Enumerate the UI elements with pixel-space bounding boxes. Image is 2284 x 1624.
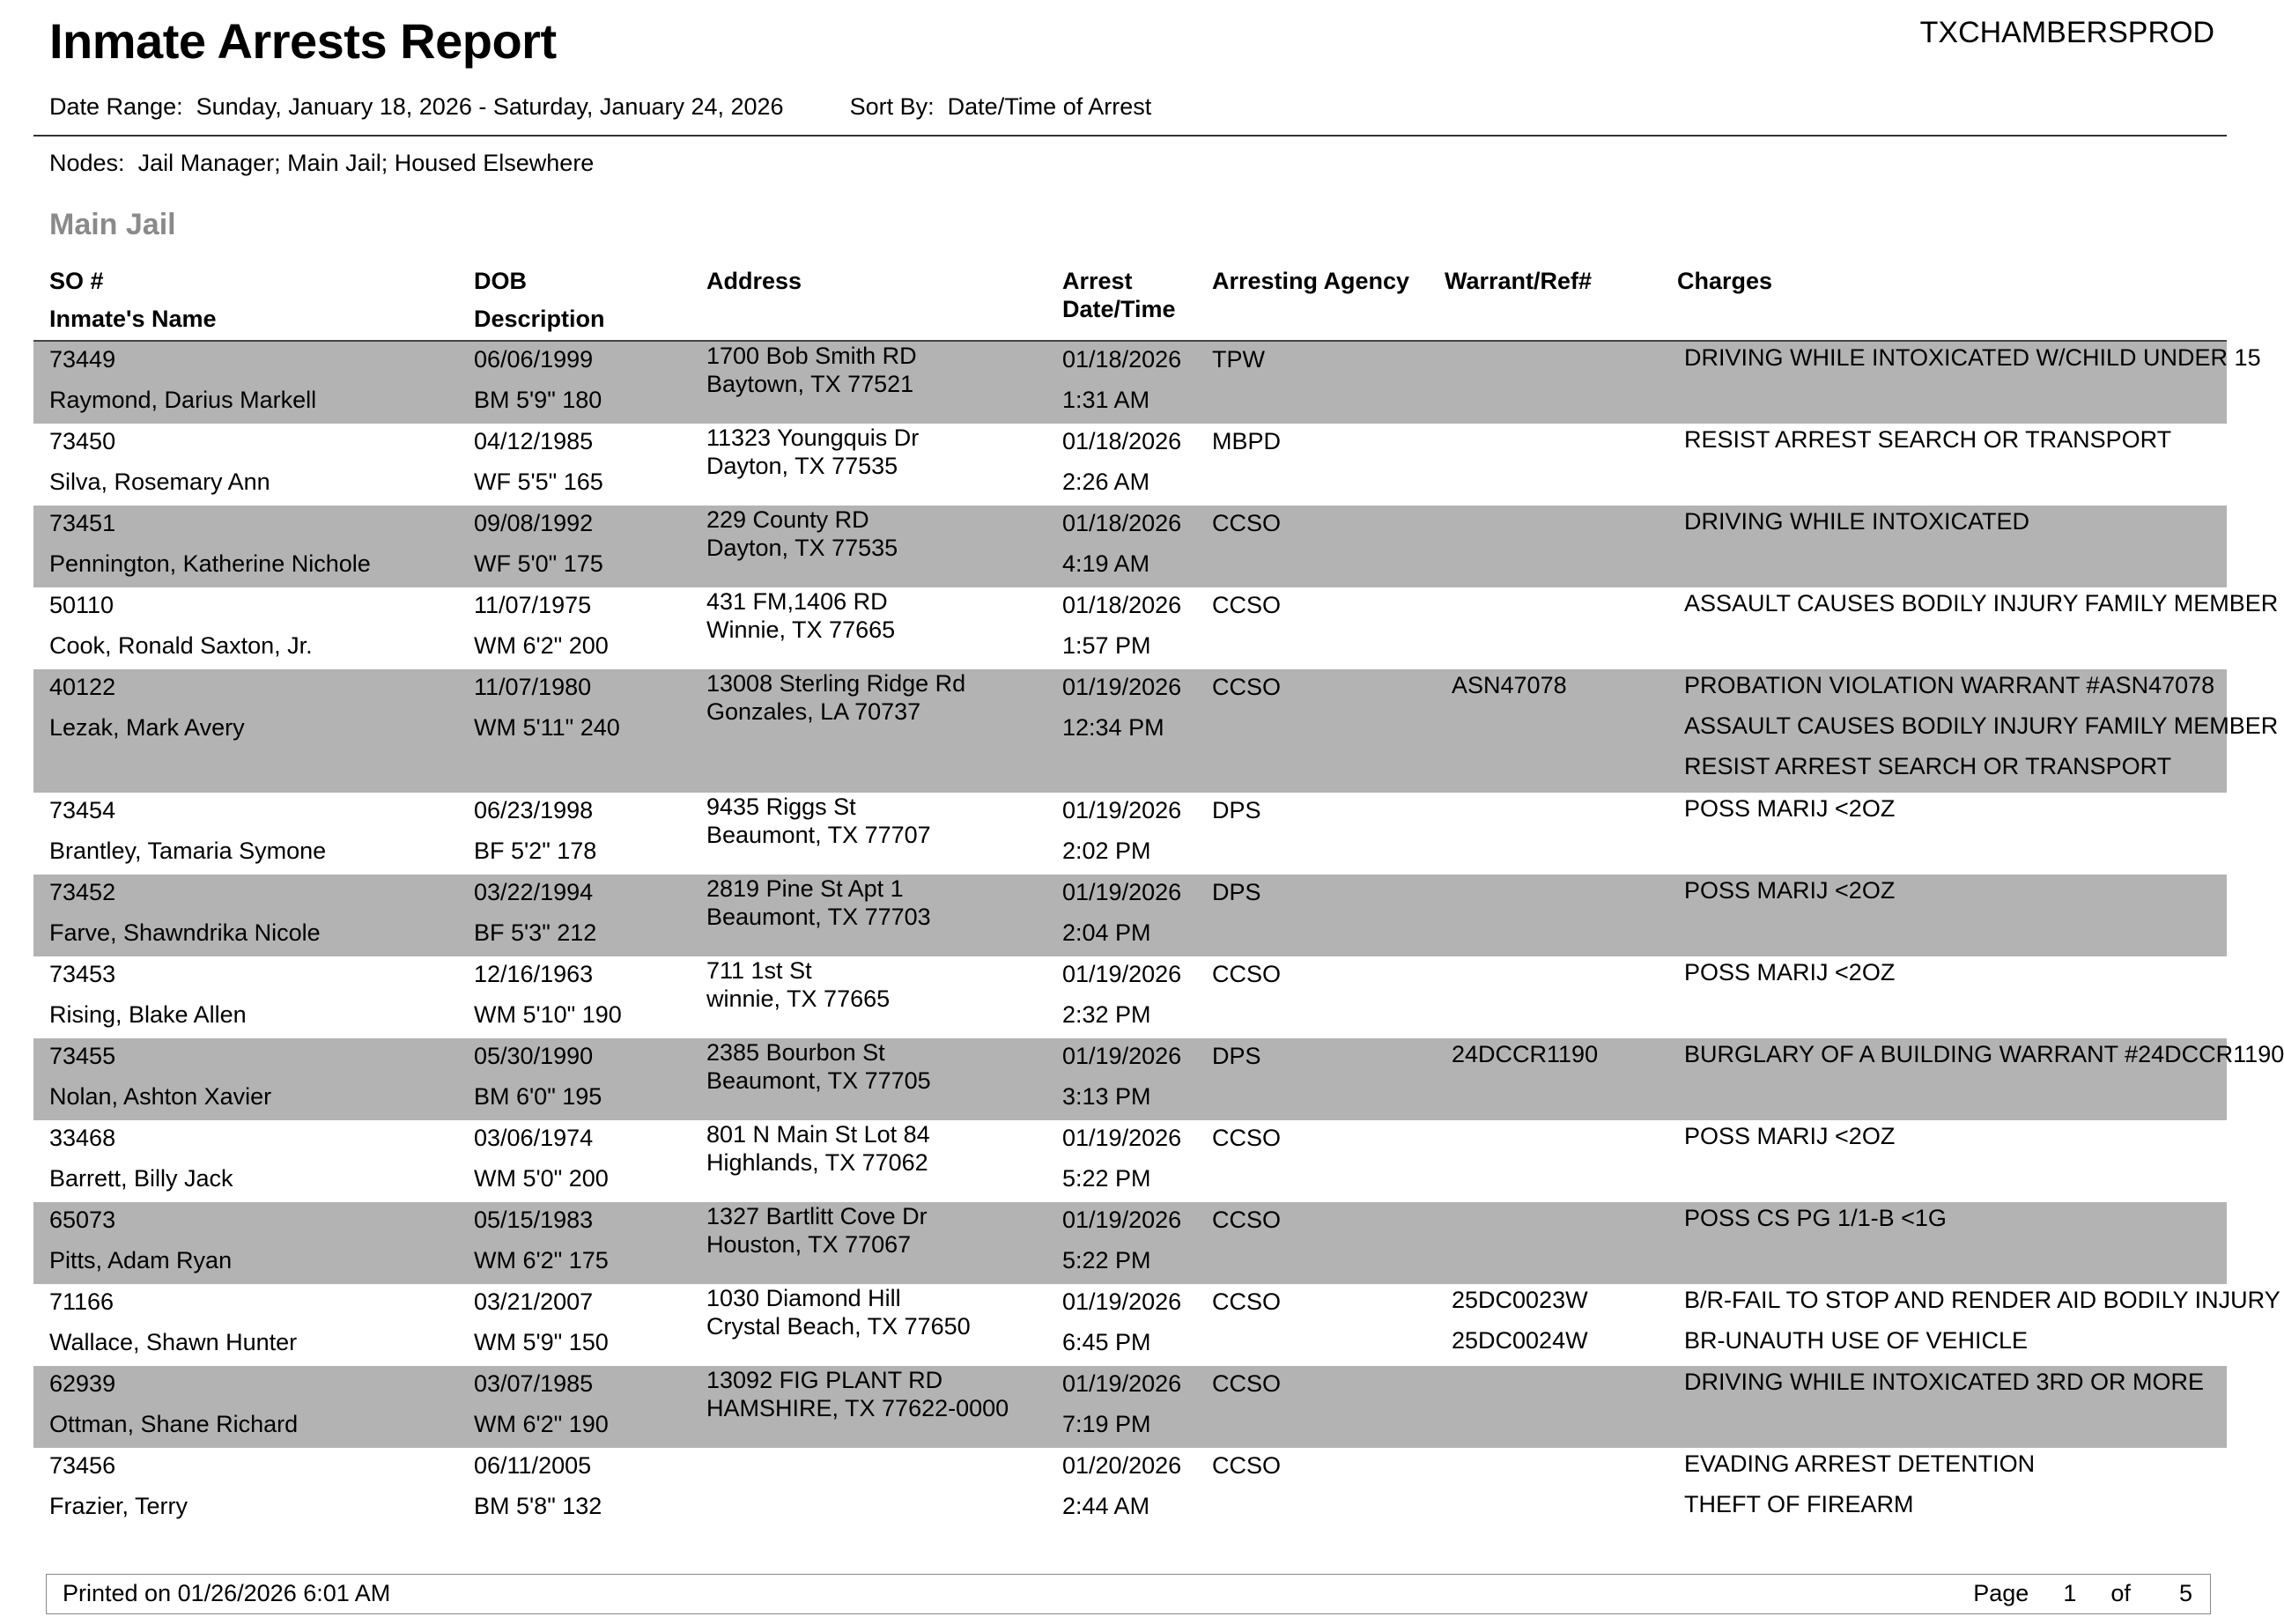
arresting-agency: TPW bbox=[1212, 346, 1265, 373]
dob: 03/22/1994 bbox=[474, 879, 594, 905]
address-line-1: 229 County RD bbox=[706, 506, 869, 533]
inmate-name: Nolan, Ashton Xavier bbox=[49, 1083, 272, 1110]
dob: 11/07/1975 bbox=[474, 592, 592, 618]
charge: DRIVING WHILE INTOXICATED bbox=[1684, 508, 2030, 535]
table-row bbox=[33, 587, 2279, 669]
description: WM 5'9" 150 bbox=[474, 1329, 609, 1355]
nodes-line bbox=[49, 150, 594, 177]
table-row bbox=[33, 1366, 2227, 1448]
charge: DRIVING WHILE INTOXICATED W/CHILD UNDER 15 bbox=[1684, 344, 2261, 371]
arresting-agency: DPS bbox=[1212, 797, 1261, 823]
arresting-agency: CCSO bbox=[1212, 1452, 1282, 1479]
address-line-2: Beaumont, TX 77707 bbox=[706, 822, 931, 848]
inmate-name: Wallace, Shawn Hunter bbox=[49, 1329, 298, 1355]
arrest-date: 01/19/2026 bbox=[1062, 1288, 1182, 1315]
table-row bbox=[33, 956, 2227, 1038]
dob: 03/21/2007 bbox=[474, 1288, 594, 1315]
dob: 11/07/1980 bbox=[474, 674, 592, 700]
table-row bbox=[33, 793, 2227, 875]
arrest-date: 01/19/2026 bbox=[1062, 1207, 1182, 1233]
arrest-time: 2:04 PM bbox=[1062, 919, 1151, 946]
table-row bbox=[33, 875, 2227, 956]
report-title: Inmate Arrests Report bbox=[49, 13, 557, 69]
address-line-1: 2819 Pine St Apt 1 bbox=[706, 875, 904, 902]
address-line-2: Beaumont, TX 77705 bbox=[706, 1067, 931, 1094]
dob: 06/06/1999 bbox=[474, 346, 594, 373]
col-header-warrant: Warrant/Ref# bbox=[1445, 268, 1593, 294]
warrant-ref: 24DCCR1190 bbox=[1452, 1041, 1599, 1067]
inmate-name: Pitts, Adam Ryan bbox=[49, 1247, 233, 1273]
table-row bbox=[33, 1120, 2227, 1202]
description: WF 5'0" 175 bbox=[474, 550, 603, 577]
so-number: 73451 bbox=[49, 510, 116, 536]
warrant-ref: 25DC0024W bbox=[1452, 1327, 1588, 1354]
arrest-time: 12:34 PM bbox=[1062, 714, 1164, 741]
date-range-label: Date Range: bbox=[49, 93, 183, 120]
address-line-1: 1327 Bartlitt Cove Dr bbox=[706, 1203, 928, 1229]
charge: DRIVING WHILE INTOXICATED 3RD OR MORE bbox=[1684, 1369, 2205, 1395]
page-label: Page bbox=[1973, 1580, 2029, 1606]
dob: 03/06/1974 bbox=[474, 1125, 594, 1151]
arresting-agency: CCSO bbox=[1212, 1125, 1282, 1151]
address-line-1: 711 1st St bbox=[706, 957, 812, 984]
so-number: 73453 bbox=[49, 961, 116, 987]
address-line-2: Dayton, TX 77535 bbox=[706, 453, 898, 479]
inmate-name: Lezak, Mark Avery bbox=[49, 714, 245, 741]
inmate-name: Farve, Shawndrika Nicole bbox=[49, 919, 321, 946]
so-number: 40122 bbox=[49, 674, 116, 700]
description: WM 5'0" 200 bbox=[474, 1165, 609, 1192]
charge: BURGLARY OF A BUILDING WARRANT #24DCCR1190 bbox=[1684, 1041, 2284, 1067]
arrest-time: 2:02 PM bbox=[1062, 838, 1151, 864]
dob: 05/15/1983 bbox=[474, 1207, 594, 1233]
system-name: TXCHAMBERSPROD bbox=[1919, 16, 2214, 49]
address-line-1: 801 N Main St Lot 84 bbox=[706, 1121, 930, 1148]
address-line-1: 13008 Sterling Ridge Rd bbox=[706, 670, 966, 697]
dob: 03/07/1985 bbox=[474, 1370, 594, 1397]
arrest-time: 7:19 PM bbox=[1062, 1411, 1151, 1437]
address-line-2: Baytown, TX 77521 bbox=[706, 371, 914, 397]
nodes-label: Nodes: bbox=[49, 150, 125, 176]
arresting-agency: MBPD bbox=[1212, 428, 1282, 454]
address-line-2: Highlands, TX 77062 bbox=[706, 1149, 928, 1176]
col-header-so: SO # bbox=[49, 268, 104, 294]
description: BM 6'0" 195 bbox=[474, 1083, 602, 1110]
nodes-value: Jail Manager; Main Jail; Housed Elsewhere bbox=[137, 150, 595, 176]
address-line-2: Houston, TX 77067 bbox=[706, 1231, 912, 1258]
inmate-name: Cook, Ronald Saxton, Jr. bbox=[49, 632, 313, 659]
address-line-2: winnie, TX 77665 bbox=[706, 985, 891, 1012]
inmate-name: Brantley, Tamaria Symone bbox=[49, 838, 327, 864]
charge: BR-UNAUTH USE OF VEHICLE bbox=[1684, 1327, 2029, 1354]
description: WM 5'11" 240 bbox=[474, 714, 620, 741]
arresting-agency: DPS bbox=[1212, 1043, 1261, 1069]
address-line-2: Winnie, TX 77665 bbox=[706, 616, 896, 643]
address-line-1: 2385 Bourbon St bbox=[706, 1039, 885, 1066]
so-number: 71166 bbox=[49, 1288, 115, 1315]
header-divider bbox=[33, 135, 2227, 137]
sort-label: Sort By: bbox=[849, 93, 935, 120]
printed-on: Printed on 01/26/2026 6:01 AM bbox=[63, 1580, 391, 1606]
charge: THEFT OF FIREARM bbox=[1684, 1491, 1914, 1517]
charge: B/R-FAIL TO STOP AND RENDER AID BODILY INJURY bbox=[1684, 1287, 2280, 1313]
inmate-name: Barrett, Billy Jack bbox=[49, 1165, 233, 1192]
address-line-1: 11323 Youngquis Dr bbox=[706, 424, 920, 451]
arrest-time: 4:19 AM bbox=[1062, 550, 1150, 577]
charge: ASSAULT CAUSES BODILY INJURY FAMILY MEMBER bbox=[1684, 712, 2279, 739]
arrest-date: 01/18/2026 bbox=[1062, 346, 1182, 373]
address-line-1: 431 FM,1406 RD bbox=[706, 588, 888, 615]
page-indicator bbox=[1973, 1580, 2192, 1607]
table-row bbox=[33, 1202, 2227, 1284]
dob: 06/23/1998 bbox=[474, 797, 594, 823]
address-line-2: Dayton, TX 77535 bbox=[706, 535, 898, 561]
arrest-date: 01/18/2026 bbox=[1062, 592, 1182, 618]
arrest-date: 01/18/2026 bbox=[1062, 428, 1182, 454]
arrest-date: 01/18/2026 bbox=[1062, 510, 1182, 536]
dob: 04/12/1985 bbox=[474, 428, 594, 454]
arrest-date: 01/19/2026 bbox=[1062, 1125, 1182, 1151]
warrant-ref: 25DC0023W bbox=[1452, 1287, 1588, 1313]
col-header-address: Address bbox=[706, 268, 802, 294]
charge: RESIST ARREST SEARCH OR TRANSPORT bbox=[1684, 753, 2172, 779]
dob: 05/30/1990 bbox=[474, 1043, 594, 1069]
address-line-1: 9435 Riggs St bbox=[706, 794, 856, 820]
charge: POSS MARIJ <2OZ bbox=[1684, 959, 1896, 985]
arresting-agency: DPS bbox=[1212, 879, 1261, 905]
description: WF 5'5" 165 bbox=[474, 469, 603, 495]
col-header-name: Inmate's Name bbox=[49, 306, 217, 332]
table-row bbox=[33, 669, 2279, 793]
arrest-time: 5:22 PM bbox=[1062, 1165, 1151, 1192]
so-number: 73449 bbox=[49, 346, 116, 373]
so-number: 50110 bbox=[49, 592, 115, 618]
arresting-agency: CCSO bbox=[1212, 674, 1282, 700]
arresting-agency: CCSO bbox=[1212, 1207, 1282, 1233]
arrest-date: 01/19/2026 bbox=[1062, 797, 1182, 823]
table-row bbox=[33, 506, 2227, 587]
description: WM 6'2" 190 bbox=[474, 1411, 609, 1437]
inmate-name: Pennington, Katherine Nichole bbox=[49, 550, 371, 577]
warrant-ref: ASN47078 bbox=[1452, 672, 1567, 698]
arrest-time: 2:32 PM bbox=[1062, 1001, 1151, 1028]
dob: 06/11/2005 bbox=[474, 1452, 592, 1479]
arrest-time: 3:13 PM bbox=[1062, 1083, 1151, 1110]
description: BM 5'9" 180 bbox=[474, 387, 602, 413]
description: WM 6'2" 175 bbox=[474, 1247, 609, 1273]
arrest-date: 01/19/2026 bbox=[1062, 1043, 1182, 1069]
charge: PROBATION VIOLATION WARRANT #ASN47078 bbox=[1684, 672, 2215, 698]
arresting-agency: CCSO bbox=[1212, 961, 1282, 987]
arrest-date: 01/19/2026 bbox=[1062, 1370, 1182, 1397]
page-footer bbox=[46, 1574, 2211, 1614]
arrest-date: 01/19/2026 bbox=[1062, 879, 1182, 905]
so-number: 73455 bbox=[49, 1043, 116, 1069]
section-title: Main Jail bbox=[49, 208, 176, 241]
arrests-table-body bbox=[33, 342, 2284, 1530]
arresting-agency: CCSO bbox=[1212, 1370, 1282, 1397]
sort-value: Date/Time of Arrest bbox=[947, 93, 1152, 120]
so-number: 73456 bbox=[49, 1452, 116, 1479]
table-row bbox=[33, 1038, 2284, 1120]
arrest-date: 01/20/2026 bbox=[1062, 1452, 1182, 1479]
so-number: 62939 bbox=[49, 1370, 116, 1397]
so-number: 33468 bbox=[49, 1125, 116, 1151]
inmate-name: Rising, Blake Allen bbox=[49, 1001, 247, 1028]
arrest-date: 01/19/2026 bbox=[1062, 961, 1182, 987]
description: BF 5'3" 212 bbox=[474, 919, 597, 946]
dob: 12/16/1963 bbox=[474, 961, 594, 987]
arrest-time: 6:45 PM bbox=[1062, 1329, 1151, 1355]
address-line-1: 1030 Diamond Hill bbox=[706, 1285, 901, 1311]
col-header-dob: DOB bbox=[474, 268, 527, 294]
charge: POSS CS PG 1/1-B <1G bbox=[1684, 1205, 1947, 1231]
arrest-time: 1:57 PM bbox=[1062, 632, 1151, 659]
arresting-agency: CCSO bbox=[1212, 510, 1282, 536]
date-range-line bbox=[49, 93, 1151, 121]
col-header-arrest: Arrest bbox=[1062, 268, 1133, 294]
inmate-name: Silva, Rosemary Ann bbox=[49, 469, 270, 495]
address-line-2: Crystal Beach, TX 77650 bbox=[706, 1313, 971, 1340]
page-of-label: of bbox=[2110, 1580, 2131, 1606]
table-row bbox=[33, 1284, 2280, 1366]
arrest-time: 5:22 PM bbox=[1062, 1247, 1151, 1273]
so-number: 73454 bbox=[49, 797, 116, 823]
col-header-datetime: Date/Time bbox=[1062, 296, 1176, 322]
table-row bbox=[33, 424, 2227, 506]
date-range-value: Sunday, January 18, 2026 - Saturday, January 24, 2026 bbox=[196, 93, 784, 120]
charge: ASSAULT CAUSES BODILY INJURY FAMILY MEMBER bbox=[1684, 590, 2279, 616]
arresting-agency: CCSO bbox=[1212, 592, 1282, 618]
charge: RESIST ARREST SEARCH OR TRANSPORT bbox=[1684, 426, 2172, 453]
arrest-time: 1:31 AM bbox=[1062, 387, 1150, 413]
address-line-2: Gonzales, LA 70737 bbox=[706, 698, 921, 725]
inmate-name: Raymond, Darius Markell bbox=[49, 387, 317, 413]
address-line-2: Beaumont, TX 77703 bbox=[706, 904, 931, 930]
charge: POSS MARIJ <2OZ bbox=[1684, 1123, 1896, 1149]
address-line-1: 13092 FIG PLANT RD bbox=[706, 1367, 943, 1393]
so-number: 73450 bbox=[49, 428, 116, 454]
description: WM 5'10" 190 bbox=[474, 1001, 622, 1028]
col-header-agency: Arresting Agency bbox=[1212, 268, 1410, 294]
inmate-name: Ottman, Shane Richard bbox=[49, 1411, 299, 1437]
table-row bbox=[33, 342, 2261, 424]
so-number: 65073 bbox=[49, 1207, 116, 1233]
charge: POSS MARIJ <2OZ bbox=[1684, 877, 1896, 904]
arrest-time: 2:44 AM bbox=[1062, 1493, 1150, 1519]
so-number: 73452 bbox=[49, 879, 116, 905]
arrest-time: 2:26 AM bbox=[1062, 469, 1150, 495]
address-line-2: HAMSHIRE, TX 77622-0000 bbox=[706, 1395, 1009, 1421]
arrest-date: 01/19/2026 bbox=[1062, 674, 1182, 700]
arresting-agency: CCSO bbox=[1212, 1288, 1282, 1315]
page-number: 1 bbox=[2063, 1580, 2077, 1606]
col-header-description: Description bbox=[474, 306, 605, 332]
page-total: 5 bbox=[2178, 1580, 2192, 1606]
description: BF 5'2" 178 bbox=[474, 838, 597, 864]
description: WM 6'2" 200 bbox=[474, 632, 609, 659]
charge: POSS MARIJ <2OZ bbox=[1684, 795, 1896, 822]
dob: 09/08/1992 bbox=[474, 510, 594, 536]
table-row bbox=[33, 1448, 2227, 1530]
charge: EVADING ARREST DETENTION bbox=[1684, 1451, 2036, 1477]
inmate-name: Frazier, Terry bbox=[49, 1493, 188, 1519]
description: BM 5'8" 132 bbox=[474, 1493, 602, 1519]
col-header-charges: Charges bbox=[1677, 268, 1773, 294]
address-line-1: 1700 Bob Smith RD bbox=[706, 343, 917, 369]
